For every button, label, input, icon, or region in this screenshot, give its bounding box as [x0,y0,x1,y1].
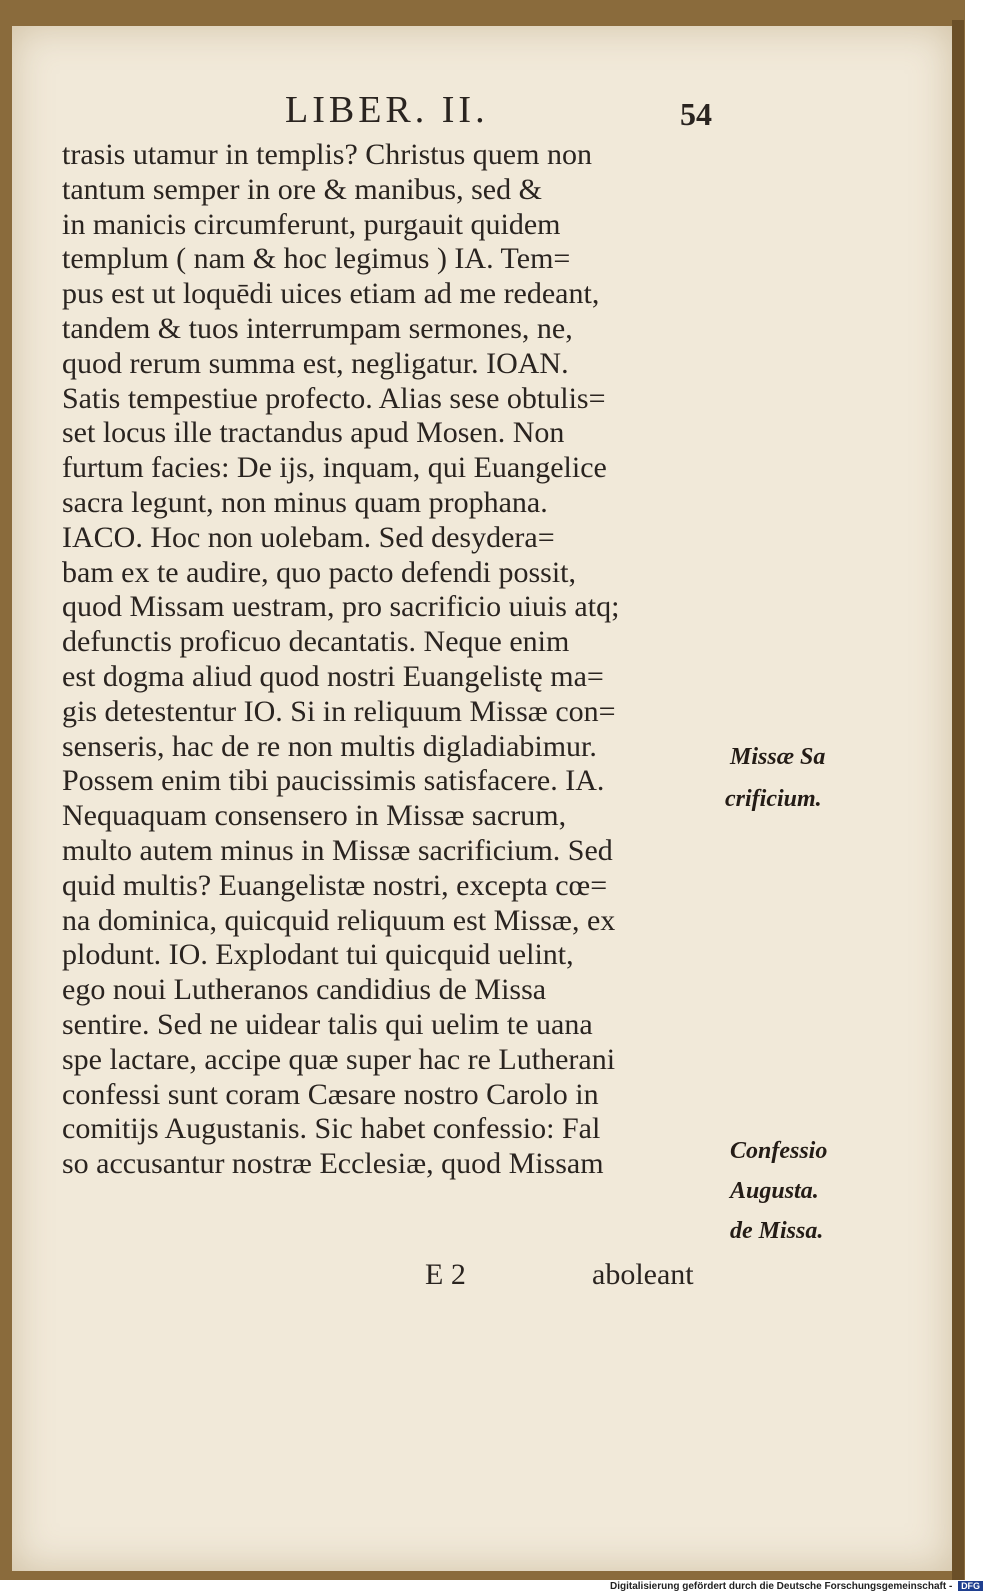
text-line: IACO. Hoc non uolebam. Sed desydera= [62,520,555,554]
page-edge [952,20,964,1580]
margin-note-missae-sacrificium: Missæ Sa [730,744,826,770]
text-line: senseris, hac de re non multis digladiabimur. [62,729,597,763]
text-line: gis detestentur IO. Si in reliquum Missæ con= [62,694,616,728]
margin-note-confessio: Confessio [730,1138,828,1164]
text-line: spe lactare, accipe quæ super hac re Lutherani [62,1042,616,1076]
text-line: confessi sunt coram Cæsare nostro Carolo in [62,1077,599,1111]
digitization-credit [610,1581,983,1592]
text-line: est dogma aliud quod nostri Euangelistę ma= [62,659,604,693]
text-line: quid multis? Euangelistæ nostri, excepta cœ= [62,868,608,902]
text-line: ego noui Lutheranos candidius de Missa [62,973,547,1007]
text-line: trasis utamur in templis? Christus quem non [62,138,592,171]
text-line: multo autem minus in Missæ sacrificium. Sed [62,833,613,867]
text-line: pus est ut loquēdi uices etiam ad me redeant, [62,277,600,311]
page-number: 54 [680,96,712,132]
main-text-block [62,138,742,1182]
text-line: comitijs Augustanis. Sic habet confessio: Fal [62,1112,601,1146]
text-line: Nequaquam consensero in Missæ sacrum, [62,799,567,833]
text-line: so accusantur nostræ Ecclesiæ, quod Missam [62,1147,604,1181]
text-line: quod rerum summa est, negligatur. IOAN. [62,346,569,380]
text-line: tandem & tuos interrumpam sermones, ne, [62,311,573,345]
margin-note-missae-sacrificium: crificium. [725,786,822,812]
credit-text: Digitalisierung gefördert durch die Deutsche Forschungsgemeinschaft - [610,1581,953,1592]
text-line: bam ex te audire, quo pacto defendi possit, [62,555,577,589]
catchword: aboleant [592,1258,694,1291]
text-line: Satis tempestiue profecto. Alias sese obtulis= [62,381,606,415]
text-line: tantum semper in ore & manibus, sed & [62,172,542,206]
text-line: in manicis circumferunt, purgauit quidem [62,207,561,241]
text-line: defunctis proficuo decantatis. Neque enim [62,625,570,659]
margin-note-confessio: de Missa. [730,1218,824,1244]
running-header: LIBER. II. [285,89,489,131]
text-line: sentire. Sed ne uidear talis qui uelim te uana [62,1007,593,1041]
margin-note-confessio: Augusta. [730,1178,819,1204]
text-line: plodunt. IO. Explodant tui quicquid uelint, [62,938,574,972]
text-line: quod Missam uestram, pro sacrificio uiuis atq; [62,590,620,624]
dfg-logo: DFG [958,1581,983,1591]
text-line: na dominica, quicquid reliquum est Missæ, ex [62,903,616,937]
text-line: Possem enim tibi paucissimis satisfacere. IA. [62,764,605,798]
signature-mark: E 2 [425,1258,466,1291]
text-line: sacra legunt, non minus quam prophana. [62,485,548,519]
text-line: set locus ille tractandus apud Mosen. Non [62,416,565,450]
text-line: templum ( nam & hoc legimus ) IA. Tem= [62,242,571,276]
text-line: furtum facies: De ijs, inquam, qui Euangelice [62,451,607,485]
